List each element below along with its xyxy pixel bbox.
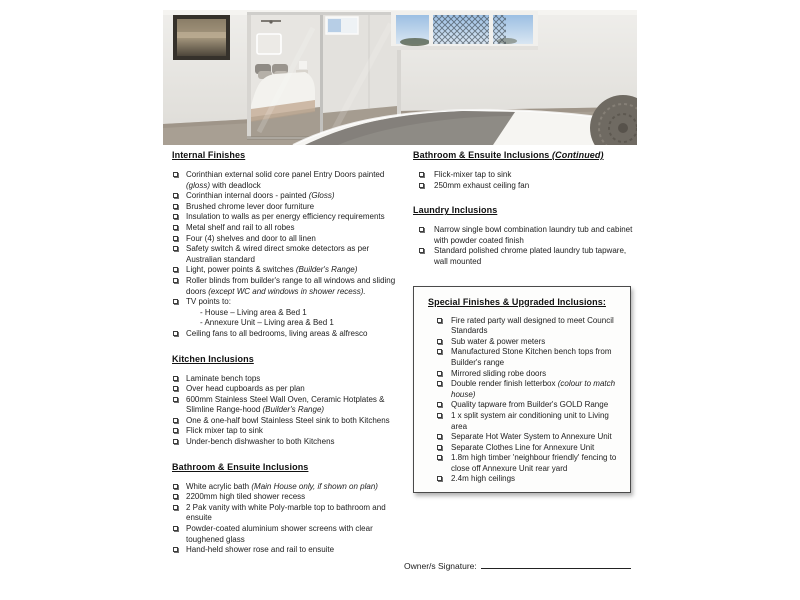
section <box>428 297 620 486</box>
checkbox-icon <box>173 526 178 531</box>
checklist-item <box>428 369 620 380</box>
checkbox-icon <box>173 225 178 230</box>
checklist-item <box>172 503 404 524</box>
checklist-item <box>428 432 620 443</box>
special-inclusions-box <box>413 286 631 493</box>
checklist-item <box>413 225 633 246</box>
right-column <box>413 150 633 493</box>
signature-label: Owner/s Signature: <box>404 561 477 571</box>
checkbox-icon <box>173 278 178 283</box>
item-label: Light, power points & switches (Builder's Range) <box>186 265 358 275</box>
checkbox-icon <box>437 371 442 376</box>
item-label: Roller blinds from builder's range to all windows and sliding doors (except WC and windows in shower recess). <box>186 275 396 296</box>
item-label: Fire rated party wall designed to meet Council Standards <box>451 315 614 336</box>
item-label: Sub water & power meters <box>451 336 546 346</box>
checkbox-icon <box>173 386 178 391</box>
section <box>172 462 404 556</box>
checklist-item <box>172 329 404 340</box>
checklist-item <box>172 223 404 234</box>
checklist-item <box>428 337 620 348</box>
checkbox-icon <box>437 339 442 344</box>
checklist-item <box>172 212 404 223</box>
checkbox-icon <box>419 248 424 253</box>
checklist-item <box>172 244 404 265</box>
item-label: Double render finish letterbox (colour to match house) <box>451 379 616 399</box>
item-label: One & one-half bowl Stainless Steel sink to both Kitchens <box>186 415 390 425</box>
bedroom-photo <box>163 10 637 145</box>
item-label: 2.4m high ceilings <box>451 474 516 484</box>
checklist-item <box>428 316 620 337</box>
section <box>172 354 404 448</box>
checkbox-icon <box>173 439 178 444</box>
checkbox-icon <box>173 246 178 251</box>
checklist-item <box>172 276 404 297</box>
section-title: Internal Finishes <box>172 150 246 160</box>
item-label: Manufactured Stone Kitchen bench tops from Builder's range <box>451 347 612 367</box>
checklist-item <box>413 170 633 181</box>
item-label: Mirrored sliding robe doors <box>451 368 547 378</box>
checklist-item <box>172 234 404 245</box>
item-label: Insulation to walls as per energy efficiency requirements <box>186 212 385 222</box>
sub-item: - House – Living area & Bed 1 <box>200 307 307 317</box>
item-label: Flick-mixer tap to sink <box>434 170 512 179</box>
section <box>413 205 633 267</box>
checkbox-icon <box>419 183 424 188</box>
section <box>172 150 404 340</box>
checkbox-icon <box>437 402 442 407</box>
item-label: Under-bench dishwasher to both Kitchens <box>186 437 335 447</box>
checklist-item <box>172 374 404 385</box>
checkbox-icon <box>437 318 442 323</box>
owner-signature <box>404 560 631 571</box>
item-label: White acrylic bath (Main House only, if shown on plan) <box>186 481 378 491</box>
item-label: Standard polished chrome plated laundry tub tapware, wall mounted <box>434 246 627 266</box>
checklist-item <box>172 297 404 308</box>
checklist-item <box>172 482 404 493</box>
checklist-item <box>428 453 620 474</box>
window-icon <box>391 11 538 50</box>
item-label: Corinthian external solid core panel Entry Doors painted (gloss) with deadlock <box>186 170 385 190</box>
checkbox-icon <box>173 397 178 402</box>
checkbox-icon <box>173 494 178 499</box>
checklist-item <box>172 545 404 556</box>
bedroom-photo-illustration <box>163 10 637 145</box>
section-title: Laundry Inclusions <box>413 205 498 216</box>
checklist-item <box>428 411 620 432</box>
checkbox-icon <box>173 172 178 177</box>
checkbox-icon <box>173 547 178 552</box>
checkbox-icon <box>173 376 178 381</box>
item-label: Brushed chrome lever door furniture <box>186 201 315 211</box>
checkbox-icon <box>419 172 424 177</box>
item-label: 250mm exhaust ceiling fan <box>434 180 530 190</box>
sub-item: - Annexure Unit – Living area & Bed 1 <box>200 318 334 328</box>
checkbox-icon <box>437 445 442 450</box>
checkbox-icon <box>419 227 424 232</box>
item-label: TV points to: <box>186 297 231 307</box>
checklist-item <box>172 202 404 213</box>
checkbox-icon <box>437 455 442 460</box>
checkbox-icon <box>173 418 178 423</box>
checkbox-icon <box>173 193 178 198</box>
item-label: Four (4) shelves and door to all linen <box>186 233 316 243</box>
checklist-item <box>172 416 404 427</box>
item-label: 600mm Stainless Steel Wall Oven, Ceramic Hotplates & Slimline Range-hood (Builder's Range) <box>186 394 385 415</box>
section-title: Bathroom & Ensuite Inclusions (Continued) <box>413 150 604 160</box>
checklist-item <box>428 474 620 485</box>
left-column <box>172 150 404 570</box>
checklist-item <box>413 246 633 267</box>
item-label: Safety switch & wired direct smoke detectors as per Australian standard <box>186 244 370 264</box>
item-label: Separate Clothes Line for Annexure Unit <box>451 442 595 452</box>
item-label: Separate Hot Water System to Annexure Unit <box>451 432 612 442</box>
checklist-item <box>172 437 404 448</box>
framed-picture-icon <box>173 15 230 60</box>
checklist-item <box>172 191 404 202</box>
checkbox-icon <box>173 484 178 489</box>
checklist-item <box>428 400 620 411</box>
item-label: Quality tapware from Builder's GOLD Range <box>451 400 609 410</box>
checklist-item <box>172 384 404 395</box>
checkbox-icon <box>173 204 178 209</box>
checklist-item <box>172 170 404 191</box>
item-label: Laminate bench tops <box>186 373 261 383</box>
checkbox-icon <box>437 434 442 439</box>
checklist-item <box>172 395 404 416</box>
checkbox-icon <box>173 505 178 510</box>
checkbox-icon <box>437 476 442 481</box>
item-label: Corinthian internal doors - painted (Gloss) <box>186 191 335 201</box>
checklist-item <box>172 426 404 437</box>
item-label: Narrow single bowl combination laundry tub and cabinet with powder coated finish <box>434 225 633 245</box>
checkbox-icon <box>437 381 442 386</box>
checkbox-icon <box>173 428 178 433</box>
checkbox-icon <box>437 349 442 354</box>
section-title: Bathroom & Ensuite Inclusions <box>172 461 309 472</box>
signature-line <box>481 560 631 569</box>
checklist-item <box>428 379 620 400</box>
section <box>413 150 633 191</box>
item-label: Over head cupboards as per plan <box>186 384 305 394</box>
checkbox-icon <box>173 214 178 219</box>
item-label: Ceiling fans to all bedrooms, living areas & alfresco <box>186 328 368 338</box>
checklist-item <box>172 265 404 276</box>
item-label: 1.8m high timber 'neighbour friendly' fencing to close off Annexure Unit rear yard <box>451 453 617 473</box>
checkbox-icon <box>173 299 178 304</box>
section-title: Kitchen Inclusions <box>172 353 254 364</box>
checkbox-icon <box>173 236 178 241</box>
item-label: Metal shelf and rail to all robes <box>186 222 295 232</box>
checklist-item <box>172 524 404 545</box>
item-label: Powder-coated aluminium shower screens with clear toughened glass <box>186 524 373 544</box>
item-label: Hand-held shower rose and rail to ensuite <box>186 545 335 555</box>
checkbox-icon <box>173 331 178 336</box>
item-label: 2 Pak vanity with white Poly-marble top to bathroom and ensuite <box>186 502 386 523</box>
item-label: Flick mixer tap to sink <box>186 426 263 436</box>
item-label: 1 x split system air conditioning unit to Living area <box>451 410 609 431</box>
checkbox-icon <box>437 413 442 418</box>
checklist-item <box>413 181 633 192</box>
checkbox-icon <box>173 267 178 272</box>
item-label: 2200mm high tiled shower recess <box>186 492 306 502</box>
checklist-item <box>428 347 620 368</box>
section-title: Special Finishes & Upgraded Inclusions: <box>428 296 606 307</box>
checklist-item <box>172 492 404 503</box>
checklist-item <box>428 443 620 454</box>
